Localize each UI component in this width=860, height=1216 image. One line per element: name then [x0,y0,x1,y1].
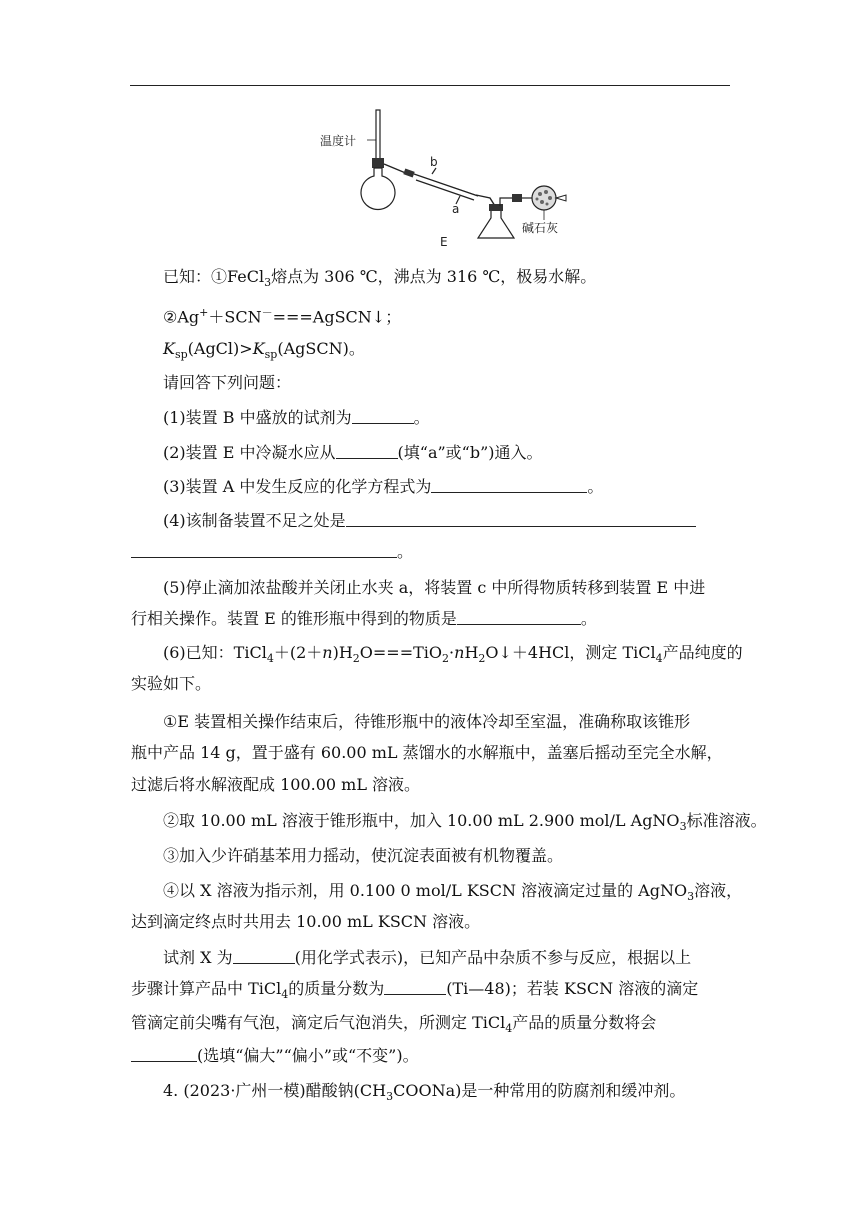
flask-stopper [372,158,384,168]
answer-blank-reagent-x[interactable] [233,947,295,964]
step-3: ③加入少许硝基苯用力摇动，使沉淀表面被有机物覆盖。 [163,846,564,865]
answer-blank-1[interactable] [352,407,414,424]
apparatus-figure [300,98,600,253]
round-flask-icon [361,168,395,210]
apparatus-label-e: E [440,235,448,249]
question-4: (4)该制备装置不足之处是 [163,510,731,532]
answer-blank-mass-fraction[interactable] [384,978,446,995]
thermometer-label: 温度计 [320,134,357,148]
answer-blank-2[interactable] [336,442,398,459]
answer-blank-error[interactable] [131,1045,197,1062]
answer-blank-3[interactable] [431,476,587,493]
header-rule [130,85,730,86]
label-a: a [452,202,460,216]
step-2: ②取 10.00 mL 溶液于锥形瓶中，加入 10.00 mL 2.900 mol/L AgNO$_3$标准溶液。 [163,811,767,834]
condenser-icon [414,168,478,204]
question-1: (1)装置 B 中盛放的试剂为 。 [163,408,430,427]
step-1-line-2: 瓶中产品 14 g，置于盛有 60.00 mL 蒸馏水的水解瓶中，盖塞后摇动至完全水解， [131,743,723,762]
final-line-3: 管滴定前尖嘴有气泡，滴定后气泡消失，所测定 TiCl$_4$产品的质量分数将会 [131,1013,657,1036]
conical-flask-icon [478,211,514,238]
conical-stopper [489,204,503,211]
question-5-line-2: 行相关操作。装置 E 的锥形瓶中得到的物质是 。 [131,609,597,628]
step-1-line-3: 过滤后将水解液配成 100.00 mL 溶液。 [131,775,421,794]
question-5-line-1: (5)停止滴加浓盐酸并关闭止水夹 a，将装置 c 中所得物质转移到装置 E 中进 [163,578,706,597]
question-6-line-2: 实验如下。 [131,674,212,693]
questions-intro: 请回答下列问题： [163,373,292,392]
answer-blank-4a[interactable] [346,510,696,527]
question-6-line-1: (6)已知：$TiCl_4+(2+n)H_2O===TiO_2\cdot nH_2O↓+4HCl$，测定 TiCl$_4$产品纯度的 [163,643,743,666]
label-b: b [430,155,438,169]
thermometer-icon [376,110,380,162]
step-4-line-2: 达到滴定终点时共用去 10.00 mL KSCN 溶液。 [131,912,481,931]
step-4-line-1: ④以 X 溶液为指示剂，用 0.100 0 mol/L KSCN 溶液滴定过量的 AgNO$_3$溶液， [163,881,743,904]
next-question: 4. (2023·广州一模)醋酸钠$(CH_3COONa)$是一种常用的防腐剂和缓冲剂。 [163,1081,686,1104]
question-4-cont: 。 [131,541,731,563]
known-line-3: $K_{sp}(AgCl)>K_{sp}(AgSCN)$。 [163,339,365,362]
drying-tube-icon [522,186,566,210]
question-2: (2)装置 E 中冷凝水应从 (填“a”或“b”)通入。 [163,443,543,462]
final-line-4: (选填“偏大”“偏小”或“不变”)。 [131,1045,731,1067]
answer-blank-5[interactable] [457,608,581,625]
known-line-2: ②Ag+＋SCN－===AgSCN↓； [163,306,402,327]
answer-blank-4b[interactable] [131,541,397,558]
final-line-2: 步骤计算产品中 TiCl$_4$的质量分数为 (Ti—48)；若装 KSCN 溶液的滴定 [131,979,699,1002]
soda-lime-label: 碱石灰 [522,221,559,235]
known-line-1: 已知：①FeCl$_3$熔点为 306 ℃，沸点为 316 ℃，极易水解。 [163,267,597,290]
question-3: (3)装置 A 中发生反应的化学方程式为 。 [163,477,604,496]
final-line-1: 试剂 X 为 (用化学式表示)，已知产品中杂质不参与反应，根据以上 [163,948,692,967]
step-1-line-1: ①E 装置相关操作结束后，待锥形瓶中的液体冷却至室温，准确称取该锥形 [163,712,691,731]
